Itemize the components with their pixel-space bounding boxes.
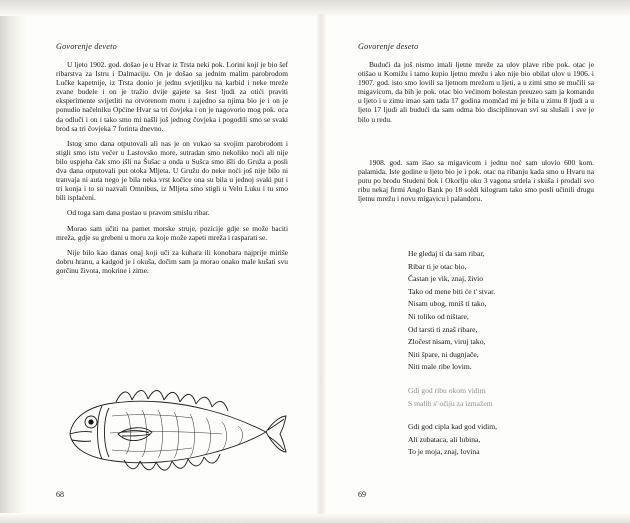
paragraph: U ljeto 1902. god. došao je u Hvar iz Trsta neki pok. Lorini koji je bio šef ribarstva za Istru i Dalmaciju. On je došao sa jednim malim parobrodom Lučke kapetnije, iz Trsta donio je jednu svjetiljku na karbid i neke mreže zvane budele i on je tražio dvije gajete sa šest ljudi za otići praviti eksperimente svijetliti na otvorenom moru i zajedno sa njima bio je i on je ponudio načelniku Općine Hvar sa tri čovjeka i on je nagovorio mog pok. oca da odluči i on i tako smo mi našli još jednog čovjeka i pogodili smo se svaki brod sa tri čovjeka 7 forinta dnevno. <box>56 60 288 133</box>
poem-line: Niti male ribe lovim. <box>408 362 472 372</box>
paragraph: Budući da još nismo imali ljetne mreže za ulov plave ribe pok. otac je otišao u Komižu i tamo kupio ljetnu mrežu i ako nije bio obilat ulov u 1906. i 1907. god. isto smo lovili sa ljetnom mrežom u ljeti, a u zimi smo se mučili sa migavicom, da bih je pok. otac bio većinom bolestan preuzeo sam ja komandu u ljeto i u zimu imao sam tada 17 godina momčad mi je bila u zimu 8 ljudi a u ljeto 17 ljudi ali budući da sam odma bio disciplinovan svi su slušali i sve je bilo u redu. <box>358 60 594 124</box>
poem-verse <box>408 385 608 410</box>
poem-line: Tako od mene biti će t' stvar. <box>408 286 496 296</box>
poem-block <box>408 248 608 470</box>
poem-line: Gdi god ribu okom vidim <box>408 385 486 395</box>
paragraph: Nije bilo kao danas onaj koji uči za kuhara ili konobara najprije miriše dobru hranu, a kadgod je i okuša, dočim sam ja morao onako male kušati svu gorčinu života, mokrine i zime. <box>56 247 288 275</box>
paragraph: Od toga sam dana postao u pravom smislu ribar. <box>67 208 210 218</box>
poem-line: Ni toliko od ništare, <box>408 311 469 321</box>
book-gutter <box>316 14 326 514</box>
paragraph: Morao sam učiti na pamet morske struje, pozicije gdje se može baciti mreža, gdje su grebeni u moru za koje može zapeti mreža i rasparati se. <box>56 223 288 242</box>
poem-line: He gledaj ti da sam ribar, <box>408 249 485 258</box>
right-page-running-head: Govorenje deseto <box>358 42 419 51</box>
scan-edge-bottom <box>0 513 630 523</box>
poem-line: Niti špare, ni dugnjače, <box>408 349 479 359</box>
poem-verse <box>408 248 608 374</box>
paragraph: Istog smo dana otputovali ali nas je on vukao sa svojim parobrodom i stigli smo istu večer u Lastovsko more, sutradan smo nekoliko noći ali nije bilo uspjeha čak smo išli na Šušac a onda u Sušca smo išli do Gruža a posli dva dana otputovali put otoka Mljeta. U Gružu do neke noći još nije bilo ni tranvaja ni auta nego je bila neka vrst kočice ona su bila u jednoj svaki put i tri konja i to su nazvali Omnibus, iz Mljeta smo stigli u Velu Luku i tu smo bili isplaćeni. <box>56 138 288 203</box>
poem-line: Gdi god cipla kad god vidim, <box>408 422 498 432</box>
scan-edge-top <box>0 0 630 16</box>
poem-line: Ribar ti je otac bio, <box>408 261 467 271</box>
poem-line: Častan je vik, znaj, živio <box>408 274 484 284</box>
poem-line: Nisam ubog, mniš ti tako, <box>408 299 487 309</box>
poem-line: Od tarsti ti znaš ribare, <box>408 324 478 334</box>
left-page-running-head: Govorenje deveto <box>56 42 117 51</box>
right-page-folio: 69 <box>358 490 366 499</box>
right-page-body-top <box>358 60 594 130</box>
right-page-body-bottom <box>358 158 594 209</box>
left-page-body <box>56 60 288 281</box>
poem-line: To je moja, znaj, lovina <box>408 447 480 457</box>
paragraph: 1908. god. sam išao sa migavicom i jednu noć sam ulovio 600 kom. palamida. Iste godine u ljeto bio je i pok. otac na ribanju kada smo u Hvaru na putu po brodu Studeni bok i Okorlju oko 3 vagona srdela i skuša i prodali svo ribu nekaj firmi Anglo Bank po 18 soldi kilogram tako smo posli učinili drugu ljetnu mrežu i novu migavicu i palandoru. <box>358 158 594 204</box>
poem-verse <box>408 421 608 459</box>
poem-line: Ali zubataca, ali lubina, <box>408 434 481 444</box>
poem-line: S malih s' očiju za izmažem <box>408 398 493 408</box>
scan-edge-left <box>0 0 26 523</box>
fish-illustration <box>52 372 288 484</box>
left-page-folio: 68 <box>56 490 64 499</box>
poem-line: Zločest nisam, viruj tako, <box>408 337 486 347</box>
